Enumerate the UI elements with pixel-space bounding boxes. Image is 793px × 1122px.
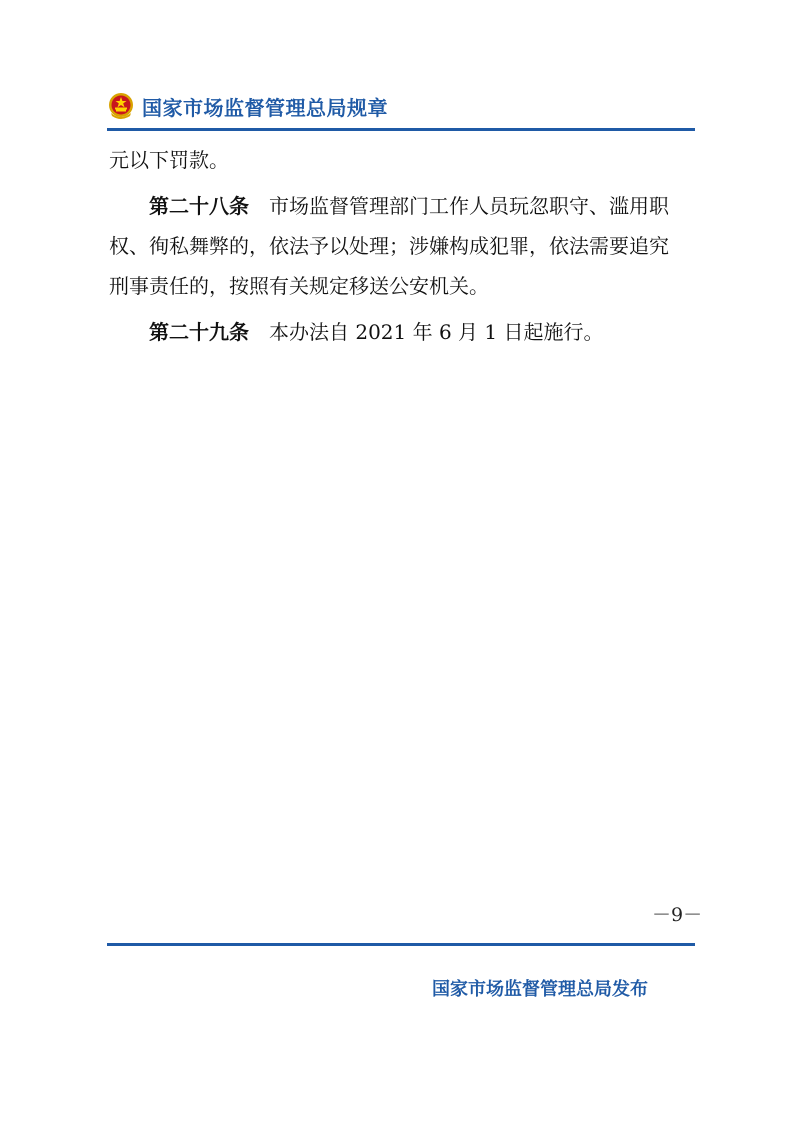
article-29	[109, 312, 695, 352]
footer-publisher: 国家市场监督管理总局发布	[432, 979, 648, 1000]
continuation-line: 元以下罚款。	[109, 148, 229, 172]
header-title: 国家市场监督管理总局规章	[142, 95, 388, 120]
national-emblem-icon	[106, 91, 136, 121]
article-28-line3: 刑事责任的，按照有关规定移送公安机关。	[109, 274, 489, 298]
article-29-label: 第二十九条	[149, 320, 249, 344]
article-28-label: 第二十八条	[149, 194, 249, 218]
article-29-text: 本办法自 2021 年 6 月 1 日起施行。	[269, 320, 604, 344]
footer-divider	[107, 943, 695, 946]
article-28-line1: 市场监督管理部门工作人员玩忽职守、滥用职	[269, 194, 669, 218]
document-body	[109, 140, 695, 358]
header-divider	[107, 128, 695, 131]
page-number: －9－	[652, 904, 703, 926]
article-28	[109, 186, 695, 306]
page-header	[106, 86, 388, 126]
article-28-line2: 权、徇私舞弊的，依法予以处理；涉嫌构成犯罪，依法需要追究	[109, 234, 669, 258]
